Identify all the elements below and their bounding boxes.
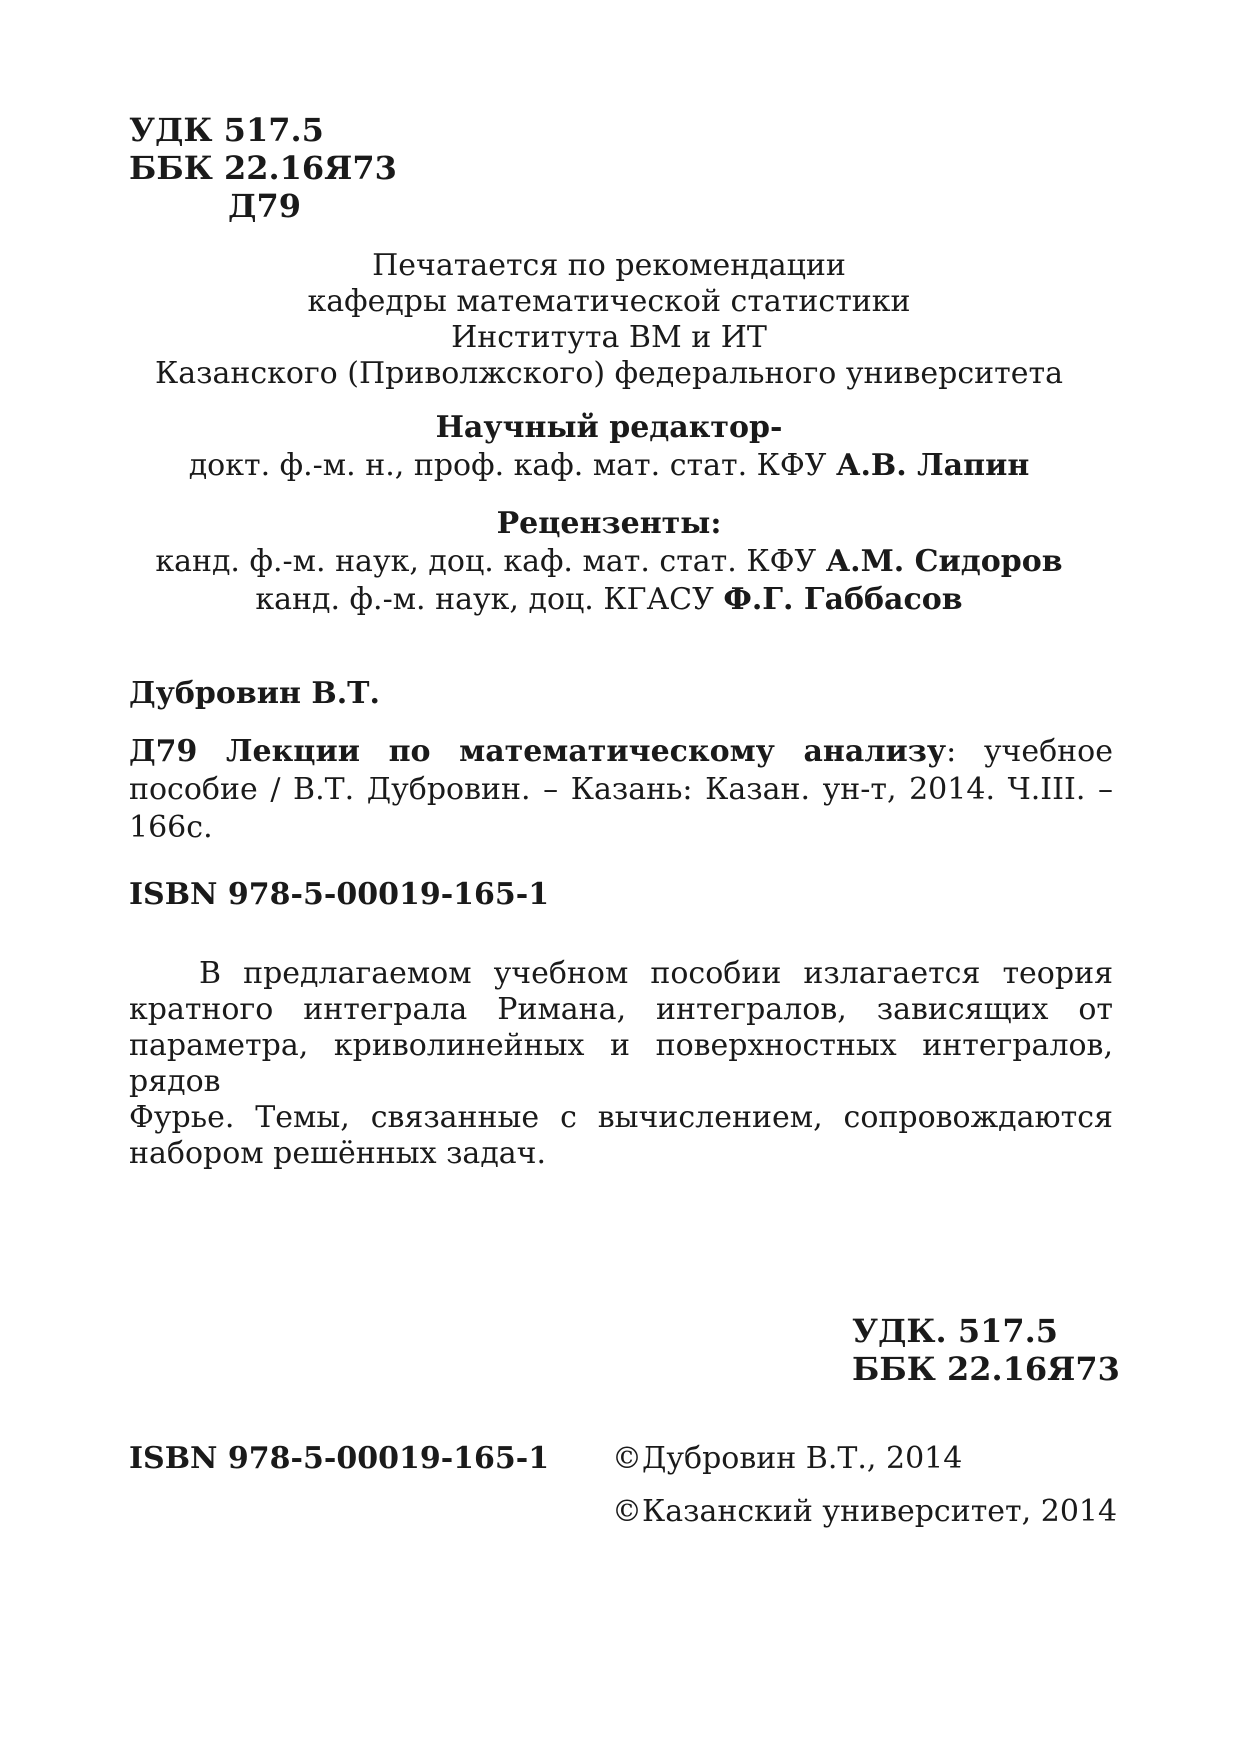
bbk-code: ББК 22.16Я73 [129, 149, 397, 187]
reviewer-line-1 [129, 544, 1089, 580]
footer-bbk-code: ББК 22.16Я73 [852, 1350, 1120, 1388]
bibliographic-record [129, 733, 1113, 847]
copyright-publisher: ©Казанский университет, 2014 [612, 1494, 1118, 1529]
recommendation-line-2: кафедры математической статистики [307, 284, 911, 319]
recommendation-line-1: Печатается по рекомендации [372, 248, 846, 283]
biblio-line-3: 166с. [129, 810, 213, 845]
author-name: Дубровин В.Т. [129, 676, 380, 711]
footer-isbn: ISBN 978-5-00019-165-1 [129, 1441, 550, 1476]
recommendation-line-4: Казанского (Приволжского) федерального университета [154, 356, 1063, 391]
recommendation-line-3: Института ВМ и ИТ [451, 320, 767, 355]
editor-line [129, 448, 1089, 484]
reviewers-heading: Рецензенты: [496, 506, 722, 541]
reviewer-line-2 [129, 582, 1089, 618]
reviewer-name: Ф.Г. Габбасов [723, 582, 963, 617]
copyright-author: ©Дубровин В.Т., 2014 [612, 1441, 963, 1476]
udk-code: УДК 517.5 [129, 111, 324, 149]
book-code-title: Д79 Лекции по математическому анализу [129, 734, 947, 769]
reviewer-credentials: канд. ф.-м. наук, доц. КГАСУ [255, 582, 714, 617]
isbn: ISBN 978-5-00019-165-1 [129, 877, 550, 912]
abstract-line: параметра, криволинейных и поверхностных интегралов, рядов [129, 1028, 1113, 1099]
editor-name: А.В. Лапин [836, 448, 1030, 483]
reviewer-name: А.М. Сидоров [825, 544, 1063, 579]
abstract-line: набором решённых задач. [129, 1136, 547, 1171]
abstract-line: кратного интеграла Римана, интегралов, зависящих от [129, 992, 1113, 1027]
abstract-line: Фурье. Темы, связанные с вычислением, сопровождаются [129, 1100, 1113, 1135]
editor-heading: Научный редактор- [435, 410, 783, 445]
abstract-line: В предлагаемом учебном пособии излагается теория [199, 956, 1113, 991]
editor-credentials: докт. ф.-м. н., проф. каф. мат. стат. КФУ [188, 448, 827, 483]
book-type: : учебное [946, 734, 1113, 769]
author-mark: Д79 [228, 187, 301, 225]
footer-udk-code: УДК. 517.5 [852, 1312, 1059, 1350]
abstract [129, 956, 1113, 1172]
reviewer-credentials: канд. ф.-м. наук, доц. каф. мат. стат. КФУ [155, 544, 817, 579]
biblio-line-1 [129, 733, 1113, 771]
biblio-line-2: пособие / В.Т. Дубровин. – Казань: Казан. ун-т, 2014. Ч.III. – [129, 772, 1113, 807]
